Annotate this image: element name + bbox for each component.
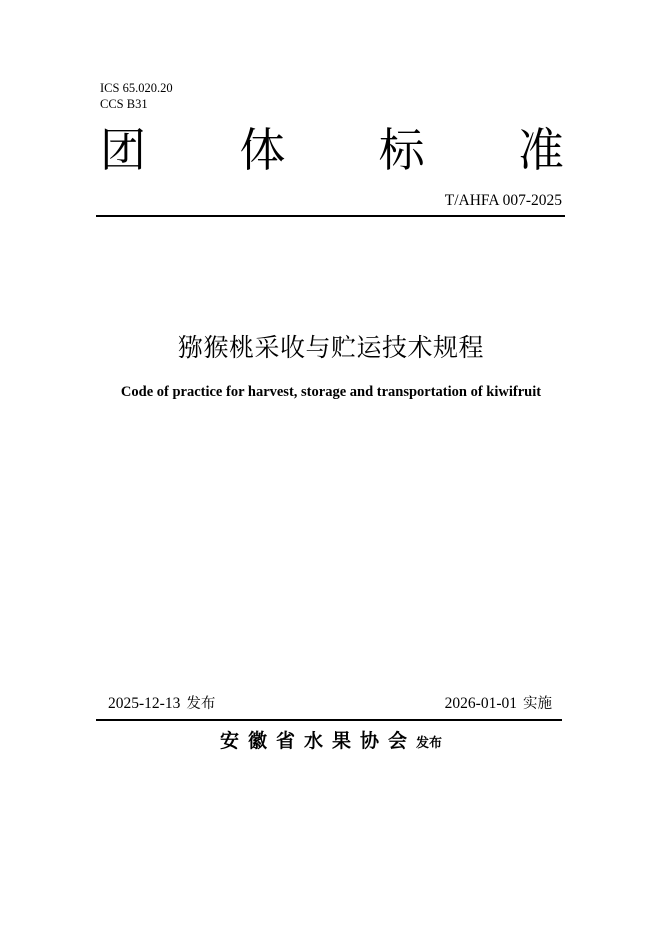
implement-label: 实施	[523, 696, 552, 712]
standard-type-char: 体	[239, 123, 286, 177]
bottom-divider	[96, 719, 562, 721]
implement-date: 2026-01-01	[444, 695, 517, 712]
implement-date-line	[445, 694, 552, 714]
document-title-chinese: 猕猴桃采收与贮运技术规程	[177, 333, 484, 362]
ccs-code: CCS B31	[100, 97, 148, 111]
issued-label: 发布	[416, 736, 443, 751]
standard-type-char: 团	[100, 123, 146, 177]
standard-type-char: 标	[378, 123, 425, 177]
publisher-organization: 安徽省水果协会	[219, 730, 416, 752]
document-title-english: Code of practice for harvest, storage and transportation of kiwifruit	[120, 384, 542, 400]
ics-code: ICS 65.020.20	[100, 81, 173, 95]
standard-code: T/AHFA 007-2025	[444, 192, 562, 209]
top-divider	[96, 215, 565, 217]
standard-type-char: 准	[517, 123, 564, 177]
publish-label: 发布	[186, 696, 216, 712]
publisher-line	[0, 728, 662, 757]
standard-type-heading	[100, 122, 564, 178]
publish-date: 2025-12-13	[108, 695, 181, 712]
publish-date-line	[108, 694, 215, 714]
